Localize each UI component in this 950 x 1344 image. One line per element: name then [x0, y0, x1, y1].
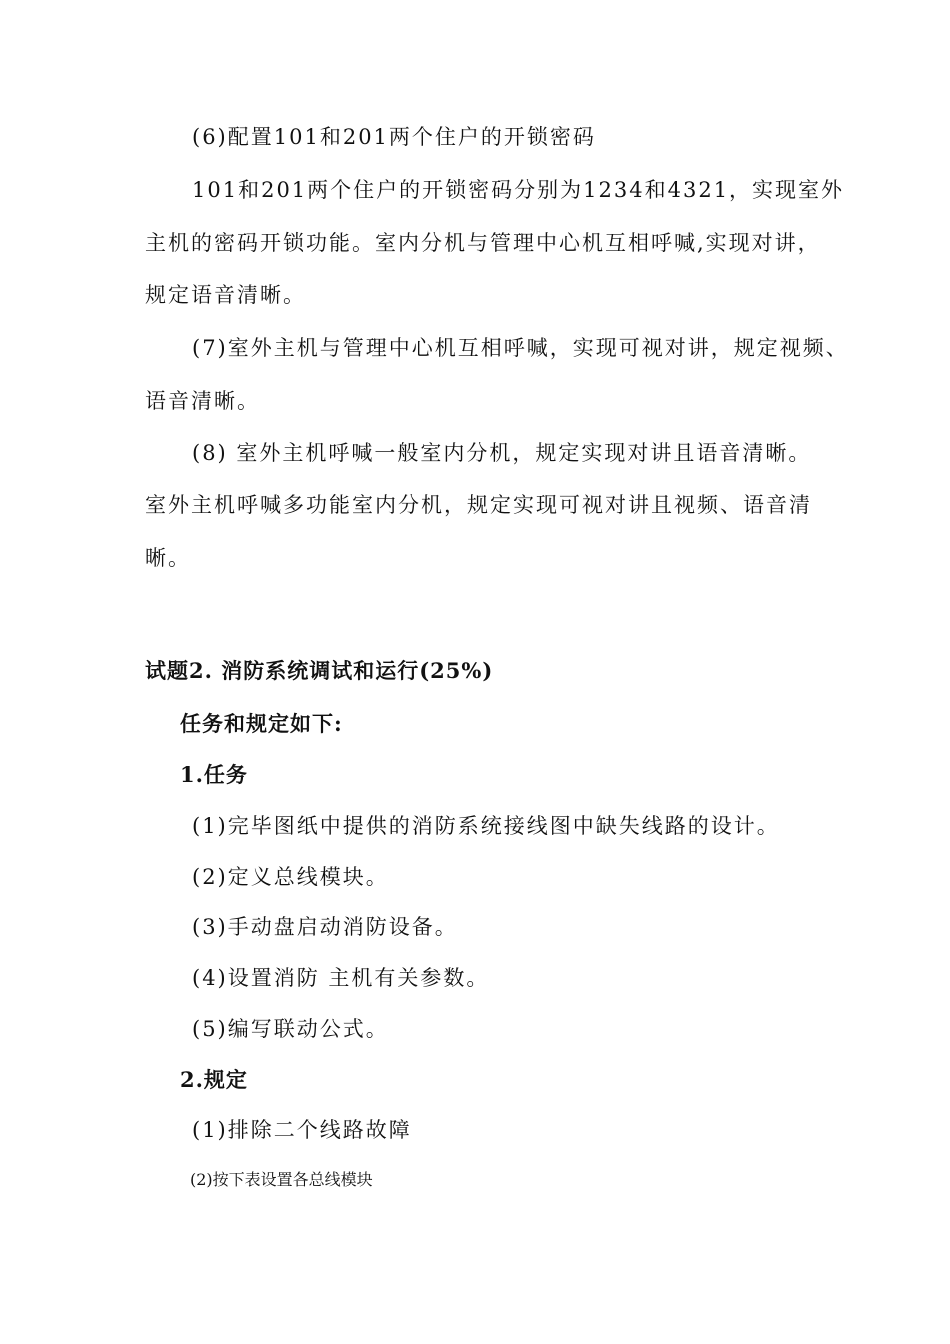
requirement-item: (1)排除二个线路故障 — [192, 1118, 412, 1142]
task-item: (2)定义总线模块。 — [192, 865, 389, 889]
paragraph-line: 语音清晰。 — [145, 389, 260, 413]
paragraph-line: 室外主机呼喊多功能室内分机，规定实现可视对讲且视频、语音清 — [145, 493, 812, 517]
paragraph-line: 晰。 — [145, 546, 191, 570]
task-item: (1)完毕图纸中提供的消防系统接线图中缺失线路的设计。 — [192, 814, 780, 838]
paragraph-line: 主机的密码开锁功能。室内分机与管理中心机互相呼喊,实现对讲， — [145, 231, 821, 255]
item-8-line: (8) 室外主机呼喊一般室内分机，规定实现对讲且语音清晰。 — [192, 441, 812, 465]
paragraph-line: 101和201两个住户的开锁密码分别为1234和4321，实现室外 — [192, 178, 845, 202]
task-item: (5)编写联动公式。 — [192, 1017, 389, 1041]
task-item: (4)设置消防 主机有关参数。 — [192, 966, 490, 990]
section-2-heading: 2.规定 — [180, 1067, 248, 1092]
requirement-item: (2)按下表设置各总线模块 — [190, 1170, 373, 1189]
item-6-heading: (6)配置101和201两个住户的开锁密码 — [192, 125, 596, 149]
question-2-title: 试题2. 消防系统调试和运行(25%) — [145, 658, 494, 683]
paragraph-line: 规定语音清晰。 — [145, 283, 306, 307]
item-7-line: (7)室外主机与管理中心机互相呼喊，实现可视对讲，规定视频、 — [192, 336, 849, 360]
tasks-intro-heading: 任务和规定如下: — [180, 711, 343, 736]
section-1-heading: 1.任务 — [180, 762, 248, 787]
task-item: (3)手动盘启动消防设备。 — [192, 915, 458, 939]
